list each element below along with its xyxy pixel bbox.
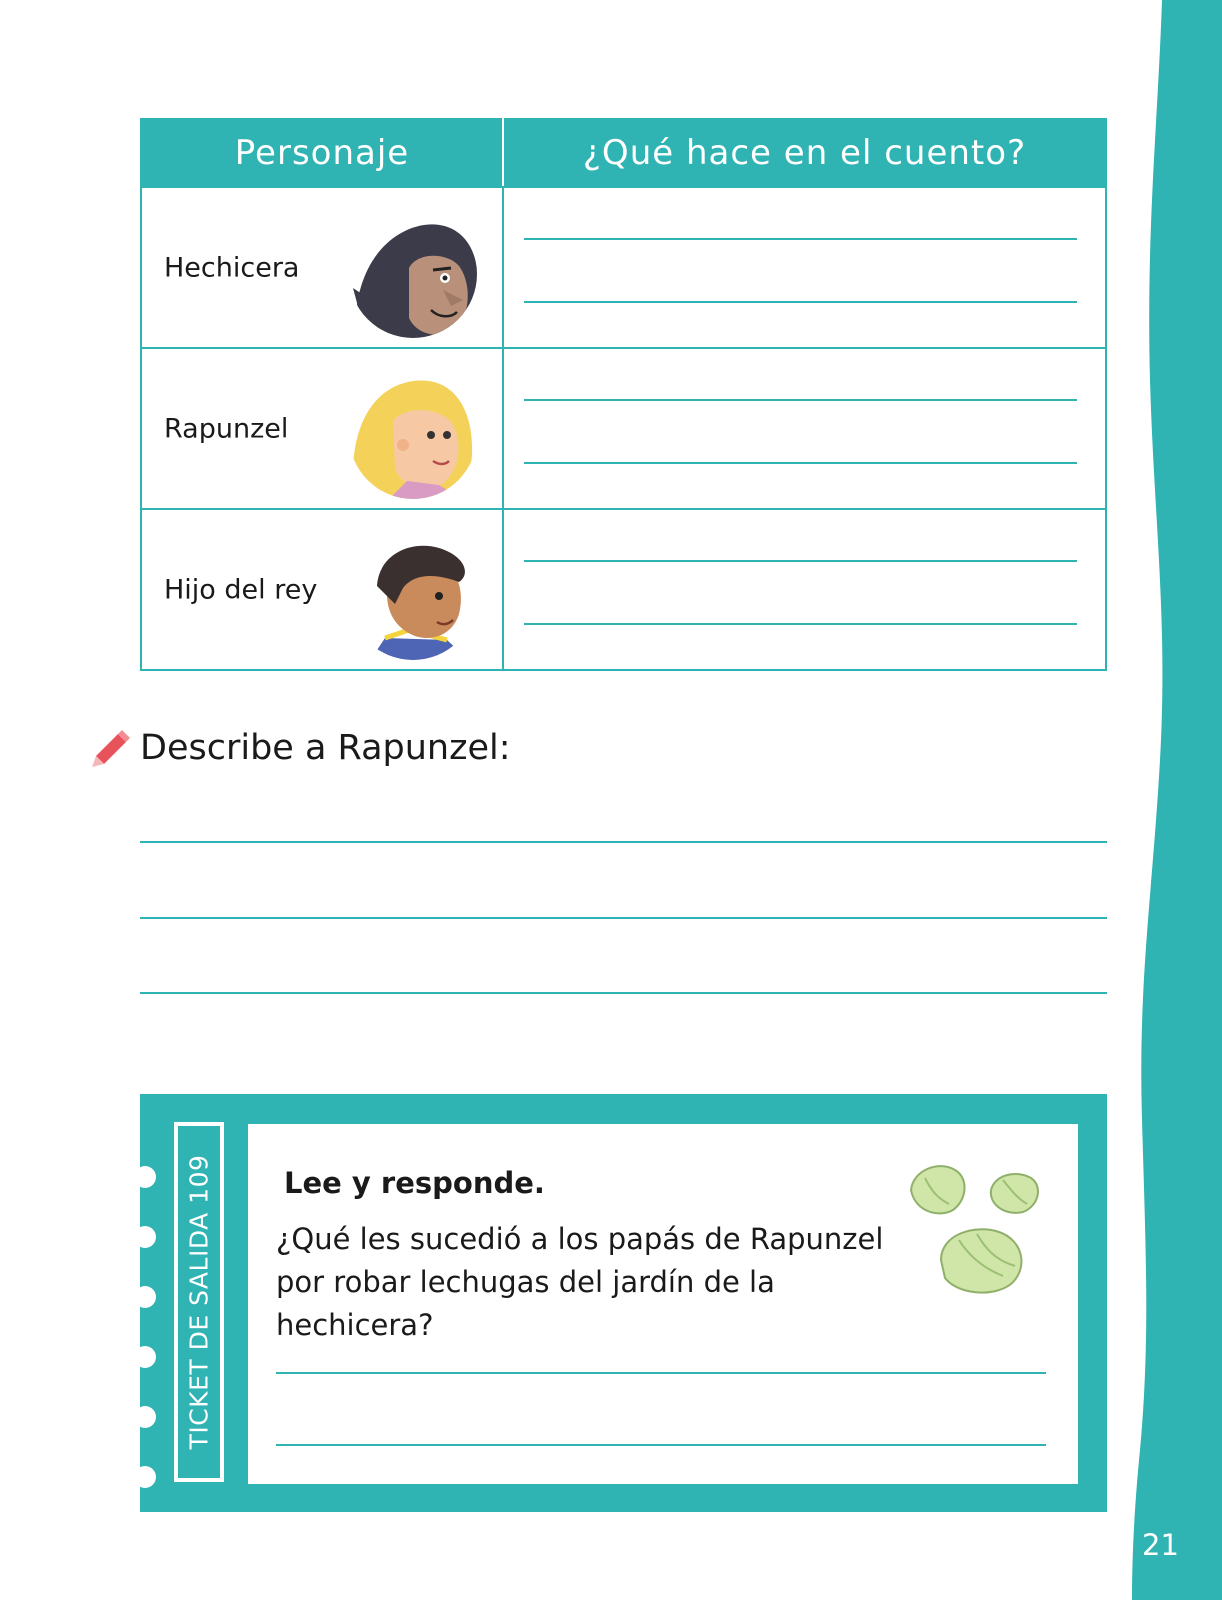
table-row [141, 348, 1106, 509]
ticket-hole [134, 1466, 156, 1488]
answer-line [524, 623, 1077, 625]
answer-area[interactable] [504, 510, 1105, 669]
answer-line [524, 560, 1077, 562]
ticket-hole [134, 1406, 156, 1428]
answer-line [524, 399, 1077, 401]
ticket-instruction: Lee y responde. [284, 1166, 545, 1200]
answer-area[interactable] [504, 349, 1105, 508]
ticket-hole [134, 1286, 156, 1308]
ticket-hole [134, 1166, 156, 1188]
describe-answer-line[interactable] [140, 917, 1107, 919]
ticket-label-box [174, 1122, 224, 1482]
table-row [141, 509, 1106, 670]
ticket-label: TICKET DE SALIDA 109 [184, 1154, 214, 1450]
header-personaje: Personaje [141, 119, 503, 187]
pencil-icon [90, 726, 132, 768]
describe-answer-line[interactable] [140, 992, 1107, 994]
answer-line [524, 238, 1077, 240]
answer-area[interactable] [504, 188, 1105, 347]
describe-answer-line[interactable] [140, 841, 1107, 843]
exit-ticket [140, 1094, 1107, 1512]
ticket-hole [134, 1226, 156, 1248]
character-name-hechicera: Hechicera [164, 252, 300, 283]
table-row [141, 187, 1106, 348]
prince-portrait [347, 530, 479, 662]
header-que-hace: ¿Qué hace en el cuento? [503, 119, 1106, 187]
answer-line [524, 301, 1077, 303]
ticket-card [248, 1124, 1078, 1484]
ticket-answer-line[interactable] [276, 1372, 1046, 1374]
witch-portrait [347, 208, 479, 340]
answer-line [524, 462, 1077, 464]
character-name-rapunzel: Rapunzel [164, 413, 289, 444]
describe-prompt: Describe a Rapunzel: [140, 728, 511, 768]
ticket-hole [134, 1346, 156, 1368]
page-number: 21 [1142, 1528, 1179, 1562]
ticket-answer-line[interactable] [276, 1444, 1046, 1446]
character-name-hijo-del-rey: Hijo del rey [164, 574, 318, 605]
ticket-question: ¿Qué les sucedió a los papás de Rapunzel por robar lechugas del jardín de la hechicera? [276, 1222, 884, 1342]
lettuce-illustration [903, 1156, 1073, 1306]
character-table [140, 118, 1107, 671]
rapunzel-portrait [347, 369, 479, 501]
